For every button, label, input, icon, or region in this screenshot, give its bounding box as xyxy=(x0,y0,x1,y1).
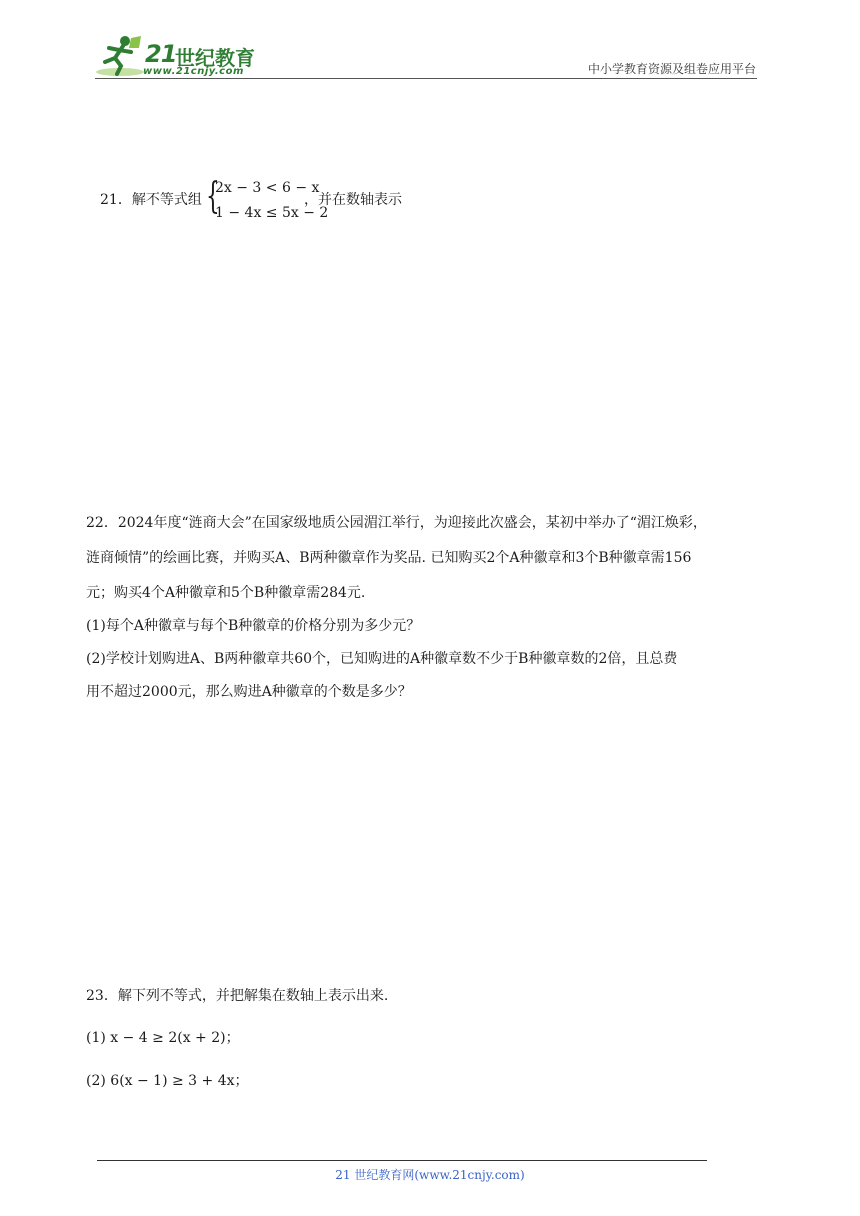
footer-text: 21 世纪教育网(www.21cnjy.com) xyxy=(335,1168,525,1182)
platform-title: 中小学教育资源及组卷应用平台 xyxy=(587,62,756,76)
q22-line-2: 涟商倾情”的绘画比赛，并购买A、B两种徽章作为奖品. 已知购买2个A种徽章和3个B种徽章需156 xyxy=(86,550,692,566)
q23-part-2: (2) 6(x − 1) ≥ 3 + 4x； xyxy=(86,1073,249,1089)
q22-line-1: 22．2024年度“涟商大会”在国家级地质公园湄江举行，为迎接此次盛会，某初中举办了“湄江焕彩， xyxy=(86,515,707,531)
footer-divider xyxy=(97,1160,707,1161)
q22-part-2-line-1: (2)学校计划购进A、B两种徽章共60个，已知购进的A种徽章数不少于B种徽章数的2倍，且总费 xyxy=(86,651,678,667)
q22-line-3: 元；购买4个A种徽章和5个B种徽章需284元. xyxy=(86,585,366,601)
page-header xyxy=(0,0,860,80)
header-divider xyxy=(95,78,757,79)
system-brace: { xyxy=(206,176,220,217)
logo-number: 21 xyxy=(145,40,177,68)
logo-url: www.21cnjy.com xyxy=(143,66,244,77)
q22-part-2-line-2: 用不超过2000元，那么购进A种徽章的个数是多少？ xyxy=(86,684,412,700)
q22-part-1: (1)每个A种徽章与每个B种徽章的价格分别为多少元？ xyxy=(86,618,421,634)
q21-prefix: 21．解不等式组 xyxy=(100,192,202,208)
q21-inequality-1: 2x − 3 < 6 − x xyxy=(215,180,320,196)
q21-inequality-2: 1 − 4x ≤ 5x − 2 xyxy=(215,205,329,221)
q21-suffix: ，并在数轴表示 xyxy=(304,192,402,208)
site-logo xyxy=(95,34,265,78)
logo-text: 世纪教育 xyxy=(175,46,255,70)
q23-title: 23．解下列不等式，并把解集在数轴上表示出来. xyxy=(86,988,389,1004)
runner-icon xyxy=(95,34,145,78)
q23-part-1: (1) x − 4 ≥ 2(x + 2)； xyxy=(86,1030,240,1046)
